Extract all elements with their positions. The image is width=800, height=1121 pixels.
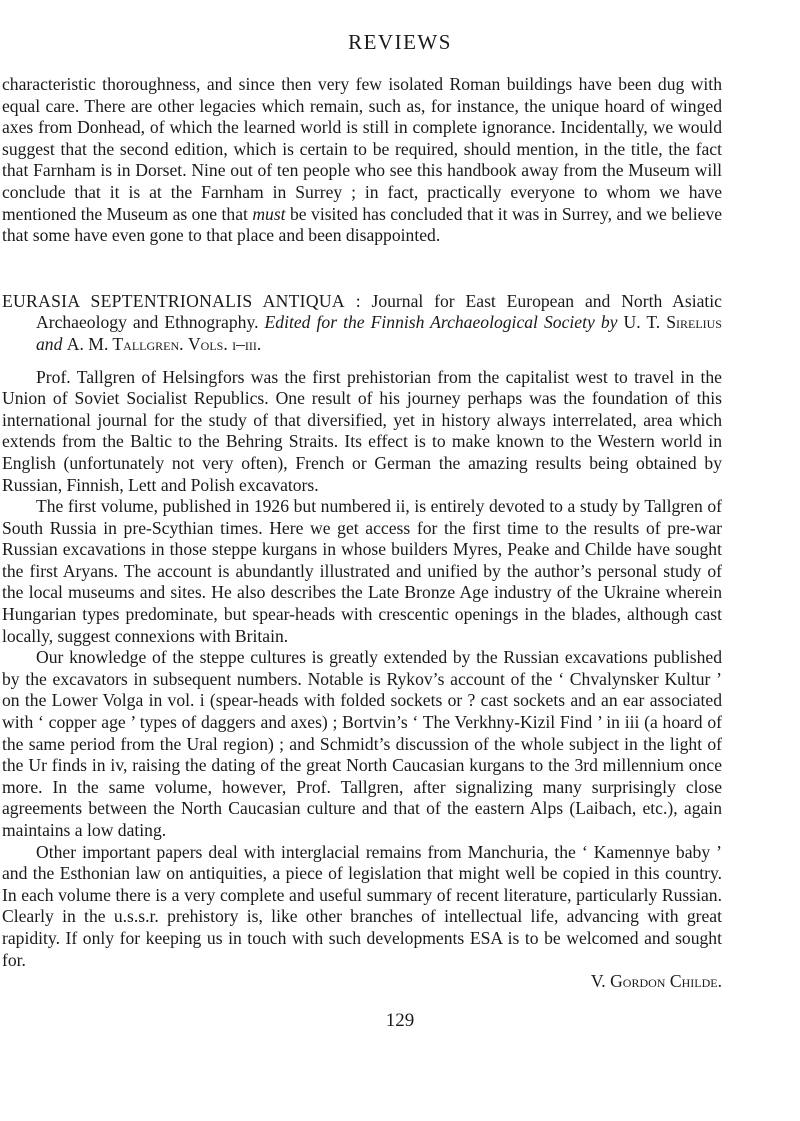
journal-subtitle: : Journal for East European and North Asiatic Archaeology and Ethnography. <box>36 290 722 333</box>
editor-sirelius: U. T. Sirelius <box>623 312 722 333</box>
editor-tallgren: A. M. Tallgren. <box>66 333 184 354</box>
and-word: and <box>36 333 63 354</box>
reviewer-signature: V. Gordon Childe. <box>590 971 722 992</box>
review-paragraph: The first volume, published in 1926 but numbered ii, is entirely devoted to a study by Tallgren of South Russia in pre-Scythian times. Here we get access for the first time to the results of pre-war Russian excavations in those steppe kurgans in whose builders Myres, Peake and Childe have sought the first Aryans. The account is abundantly illustrated and unified by the author’s personal study of the local museums and sites. He also describes the Late Bronze Age industry of the Ukraine wherein Hungarian types predominate, but spear-heads with crescentic openings in the blades, although cast locally, suggest connexions with Britain. <box>2 496 722 646</box>
intro-text-run: be visited has concluded that it was in Surrey, and we believe that some have even gone to that place and been disappointed. <box>2 203 723 246</box>
edited-by: Edited for the Finnish Archaeological Society by <box>264 312 618 333</box>
intro-text-run: characteristic thoroughness, and since then very few isolated Roman buildings have been dug with equal care. There are other legacies which remain, such as, for instance, the unique hoard of winged axes from Donhead, of which the learned world is still in complete ignorance. Incidentally, we would suggest that the second edition, which is certain to be required, should mention, in the title, the fact that Farnham is in Dorset. Nine out of ten people who see this handbook away from the Museum will conclude that it is at the Farnham in Surrey ; in fact, practically everyone to whom we have mentioned the Museum as one that <box>2 74 722 224</box>
review-paragraph: Prof. Tallgren of Helsingfors was the first prehistorian from the capitalist west to travel in the Union of Soviet Socialist Republics. One result of his journey perhaps was the foundation of this international journal for the study of that diversified, yet in history always interrelated, area which extends from the Baltic to the Behring Straits. Its effect is to make known to the Western world in English (unfortunately not very often), French or German the amazing results being obtained by Russian, Finnish, Lett and Polish excavators. <box>2 366 722 495</box>
running-head: REVIEWS <box>348 30 452 54</box>
volumes: Vols. i–iii. <box>187 333 262 354</box>
review-heading <box>2 291 722 356</box>
review-paragraph: Other important papers deal with interglacial remains from Manchuria, the ‘ Kamennye baby ’ and the Esthonian law on antiquities, a piece of legislation that might well be copied in this country. In each volume there is a very complete and useful summary of recent literature, particularly Russian. Clearly in the u.s.s.r. prehistory is, like other branches of intellectual life, advancing with great rapidity. If only for keeping us in touch with such developments ESA is to be welcomed and sought for. <box>2 841 722 970</box>
page-number: 129 <box>385 1010 415 1031</box>
review-body <box>2 367 722 993</box>
journal-title: EURASIA SEPTENTRIONALIS ANTIQUA <box>2 290 345 311</box>
page-body <box>2 74 722 993</box>
emphasis-text: must <box>252 203 286 224</box>
review-paragraph: Our knowledge of the steppe cultures is greatly extended by the Russian excavations published by the excavators in subsequent numbers. Notable is Rykov’s account of the ‘ Chvalynsker Kultur ’ on the Lower Volga in vol. i (spear-heads with folded sockets or ? cast sockets and an ear associated with ‘ copper age ’ types of daggers and axes) ; Bortvin’s ‘ The Verkhny-Kizil Find ’ in iii (a hoard of the same period from the Ural region) ; and Schmidt’s discussion of the whole subject in the light of the Ur finds in iv, raising the dating of the great North Caucasian kurgans to the 3rd millennium once more. In the same volume, however, Prof. Tallgren, after signalizing many surprisingly close agreements between the North Caucasian culture and that of the eastern Alps (Laibach, etc.), again maintains a low dating. <box>2 647 722 840</box>
intro-paragraph <box>2 74 722 247</box>
